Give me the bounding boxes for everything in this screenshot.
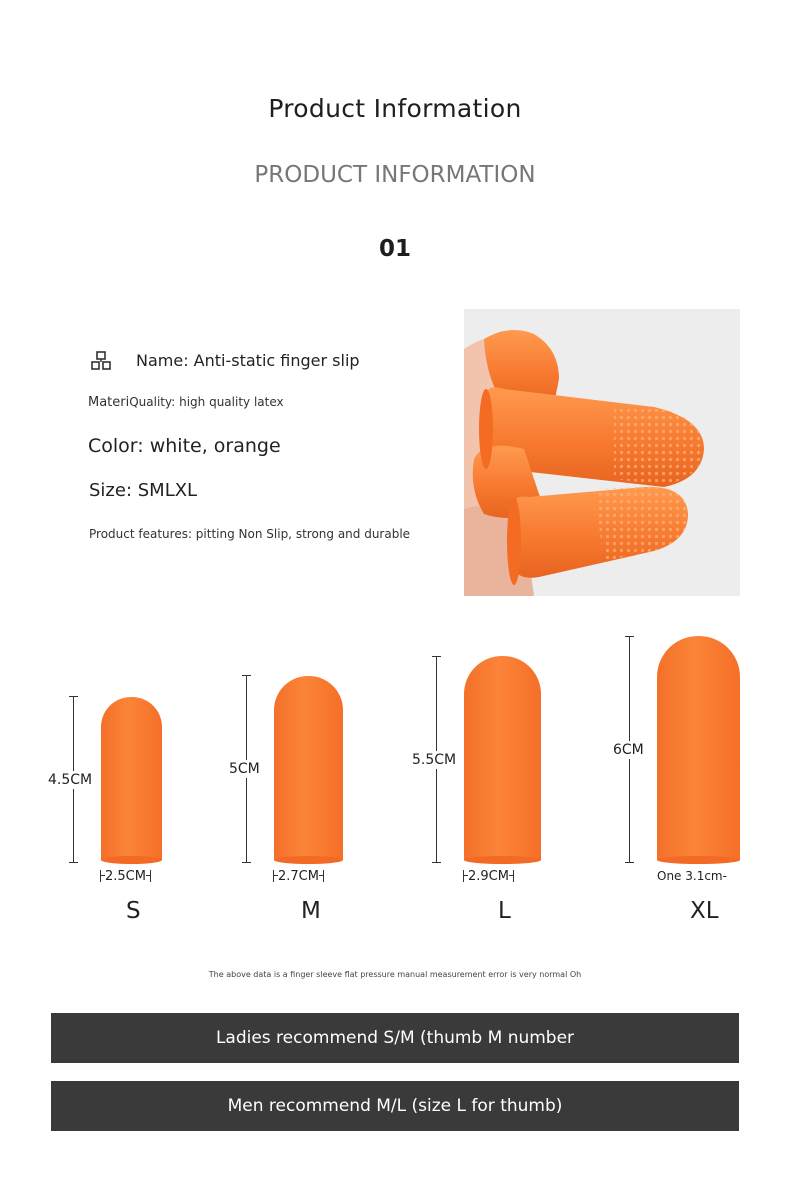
width-label xyxy=(273,869,324,884)
product-photo xyxy=(464,309,740,596)
product-features: Product features: pitting Non Slip, strong and durable xyxy=(89,527,411,541)
height-cap-top xyxy=(625,636,634,637)
size-letter: XL xyxy=(690,898,719,924)
width-label: One 3.1cm- xyxy=(657,869,727,883)
finger-cot-s xyxy=(101,697,162,860)
section-number: 01 xyxy=(378,236,411,262)
height-label: 6CM xyxy=(613,742,644,758)
product-size: Size: SMLXL xyxy=(89,480,198,501)
width-value: 2.5CM xyxy=(105,869,146,884)
material-lead: Materi xyxy=(88,395,130,410)
grid-icon xyxy=(91,351,111,371)
height-cap-bottom xyxy=(69,862,78,863)
product-color: Color: white, orange xyxy=(88,435,281,457)
material-text: Quality: high quality latex xyxy=(129,395,284,409)
product-name: Name: Anti-static finger slip xyxy=(136,351,360,370)
finger-cot-m xyxy=(274,676,343,860)
height-cap-top xyxy=(242,675,251,676)
height-cap-bottom xyxy=(242,862,251,863)
page-title: Product Information xyxy=(268,94,522,123)
finger-cot-l xyxy=(464,656,541,860)
finger-cot-xl xyxy=(657,636,740,860)
width-value: 2.7CM xyxy=(278,869,319,884)
width-value: 2.9CM xyxy=(468,869,509,884)
height-label: 5CM xyxy=(229,761,260,777)
height-cap-top xyxy=(432,656,441,657)
height-label: 4.5CM xyxy=(48,772,93,788)
width-label xyxy=(463,869,514,884)
size-letter: L xyxy=(498,898,511,924)
size-letter: M xyxy=(301,898,321,924)
ladies-recommendation-banner: Ladies recommend S/M (thumb M number xyxy=(51,1013,739,1063)
finger-cots-illustration xyxy=(464,309,740,596)
width-label xyxy=(100,869,151,884)
size-letter: S xyxy=(126,898,141,924)
product-material xyxy=(88,395,284,410)
height-cap-bottom xyxy=(625,862,634,863)
height-cap-top xyxy=(69,696,78,697)
height-cap-bottom xyxy=(432,862,441,863)
section-subtitle: PRODUCT INFORMATION xyxy=(254,162,536,188)
height-label: 5.5CM xyxy=(412,752,457,768)
men-recommendation-banner: Men recommend M/L (size L for thumb) xyxy=(51,1081,739,1131)
measurement-note: The above data is a finger sleeve flat pressure manual measurement error is very normal Oh xyxy=(208,970,582,979)
